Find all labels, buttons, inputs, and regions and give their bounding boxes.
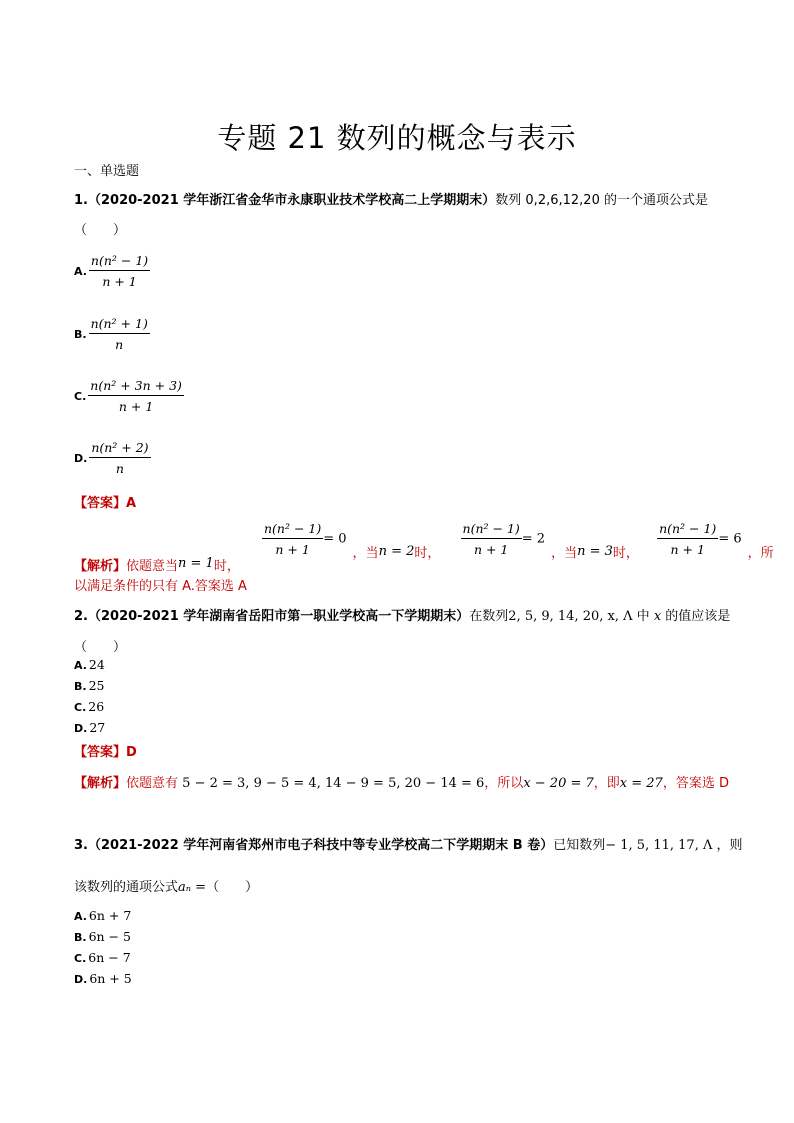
fraction: $\frac{\text{n(n² + 2)}}{n}$ [91, 440, 149, 476]
question-number: 2. [74, 609, 88, 624]
solution-line-2: 以满足条件的只有 A.答案选 A [74, 579, 247, 594]
option-a: A. 6n + 7 [74, 908, 132, 923]
option-c: C. 6n − 7 [74, 950, 131, 965]
fraction: $\frac{\text{n(n² + 1)}}{n}$ [90, 316, 148, 352]
question-source: （2020-2021 学年浙江省金华市永康职业技术学校高二上学期期末） [87, 193, 496, 208]
page-title: 专题 21 数列的概念与表示 [217, 121, 577, 155]
option-b: B. 25 [74, 678, 105, 693]
question-text: 数列 0,2,6,12,20 的一个通项公式是 [495, 193, 708, 208]
question-2: 2.（2020-2021 学年湖南省岳阳市第一职业学校高一下学期期末）在数列2, 5, 9, 14, 20, x, Λ 中 x 的值应该是 [74, 609, 731, 624]
answer-value: D [126, 745, 137, 760]
fraction: $\frac{\text{n(n² + 3n + 3)}}{n + 1}$ [90, 378, 182, 414]
answer-line: 【答案】A [74, 496, 137, 511]
solution-line-1: 【解析】依题意当n = 1时， $\frac{\text{n(n² − 1)}}{n + 1}$ = 0，当n = 2时， $\frac{\text{n(n² − 1)}}{n + 1}$ = 2，当n = 3时， $\frac{\text{n(n² − 1)}}{n + 1}$ = 6，所 [74, 521, 774, 574]
option-b: B. $\frac{\text{n(n² + 1)}}{n}$ [74, 316, 148, 352]
question-3: 3.（2021-2022 学年河南省郑州市电子科技中等专业学校高二下学期期末 B 卷）已知数列− 1, 5, 11, 17, Λ ，则 [74, 838, 743, 853]
answer-blank: （ ） [74, 640, 127, 655]
option-d: D. $\frac{\text{n(n² + 2)}}{n}$ [74, 440, 149, 476]
section-heading: 一、单选题 [74, 164, 140, 179]
sequence: 2, 5, 9, 14, 20, x, Λ [508, 609, 633, 624]
question-number: 1. [74, 193, 88, 208]
fraction: $\frac{\text{n(n² − 1)}}{n + 1}$ [264, 521, 322, 557]
fraction: $\frac{\text{n(n² − 1)}}{n + 1}$ [90, 253, 149, 289]
question-1 [74, 189, 708, 208]
answer-line: 【答案】D [74, 745, 137, 760]
fraction: $\frac{\text{n(n² − 1)}}{n + 1}$ [659, 521, 717, 557]
question-3-line-2: 该数列的通项公式aₙ =（ ） [74, 880, 259, 895]
option-a: A. $\frac{\text{n(n² − 1)}}{n + 1}$ [74, 253, 149, 289]
question-number: 3. [74, 838, 88, 853]
option-b: B. 6n − 5 [74, 929, 131, 944]
fraction: $\frac{\text{n(n² − 1)}}{n + 1}$ [462, 521, 520, 557]
option-a: A. 24 [74, 657, 105, 672]
sequence: − 1, 5, 11, 17, Λ [605, 838, 713, 853]
option-d: D. 6n + 5 [74, 971, 132, 986]
option-c: C. 26 [74, 699, 105, 714]
answer-value: A [126, 496, 137, 511]
question-source: （2021-2022 学年河南省郑州市电子科技中等专业学校高二下学期期末 B 卷） [87, 838, 554, 853]
solution-line: 【解析】依题意有 5 − 2 = 3, 9 − 5 = 4, 14 − 9 = 5, 20 − 14 = 6，所以x − 20 = 7，即x = 27，答案选 D [74, 776, 729, 791]
answer-blank: （ ） [74, 223, 127, 238]
option-d: D. 27 [74, 720, 106, 735]
question-source: （2020-2021 学年湖南省岳阳市第一职业学校高一下学期期末） [87, 609, 470, 624]
option-c: C. $\frac{\text{n(n² + 3n + 3)}}{n + 1}$ [74, 378, 182, 414]
